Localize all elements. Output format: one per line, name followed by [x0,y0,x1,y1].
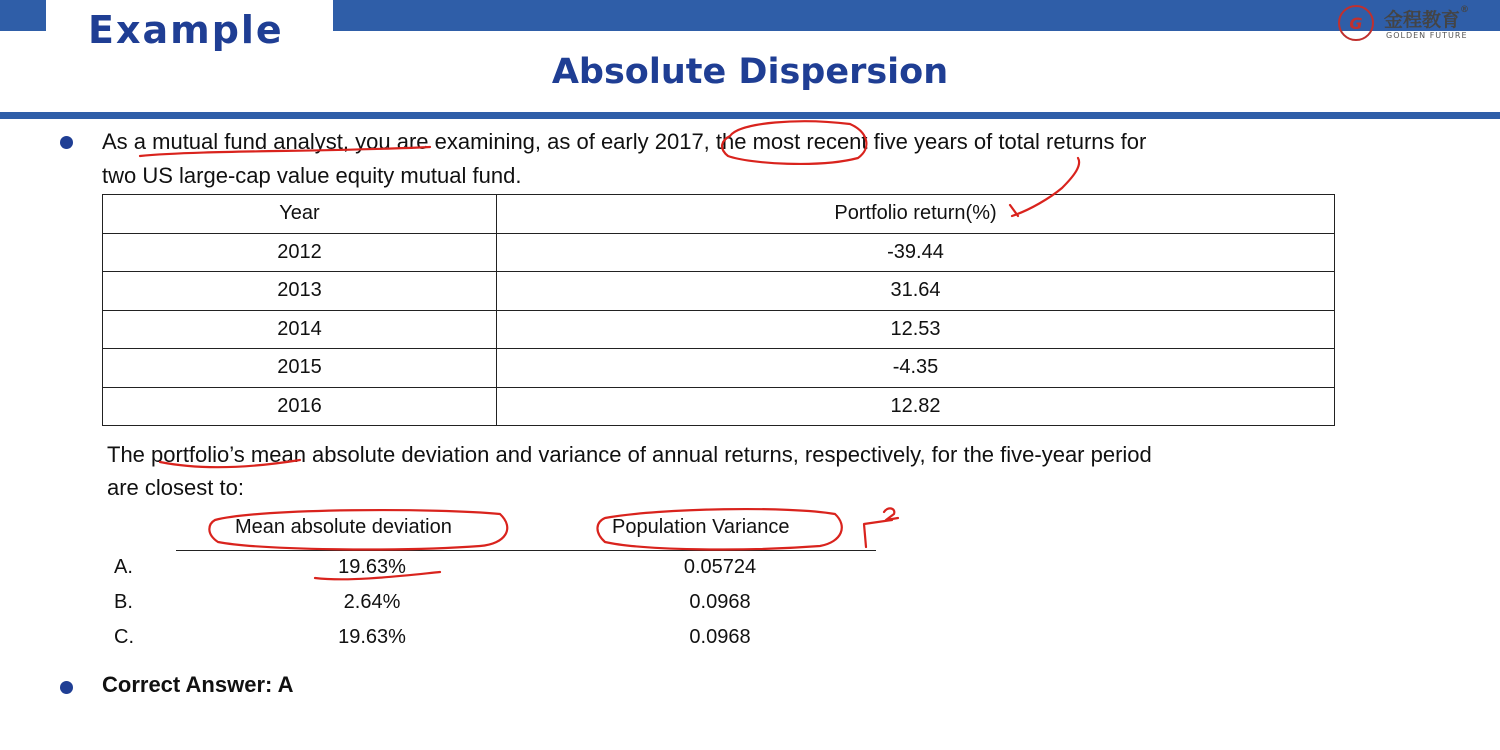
return-cell: 12.82 [497,387,1335,426]
logo-chinese-text: 金程教育 [1384,9,1461,31]
choice-label: A. [114,556,133,578]
choices-header-rule [176,550,876,551]
bullet-icon [60,681,73,694]
question-line-2: are closest to: [107,475,244,500]
mad-header: Mean absolute deviation [235,516,452,538]
year-cell: 2014 [103,310,497,349]
example-label: Example [88,8,284,52]
year-cell: 2012 [103,233,497,272]
table-row [103,233,1335,272]
choice-mad: 19.63% [338,626,406,648]
logo-english-text: GOLDEN FUTURE [1386,31,1468,40]
question-line-1: The portfolio’s mean absolute deviation and variance of annual returns, respectively, for the five-year period [107,442,1152,467]
golden-future-logo [1338,3,1478,45]
header-bar-right [333,0,1500,31]
table-row [103,349,1335,388]
choice-mad: 19.63% [338,556,406,578]
table-row [103,387,1335,426]
choice-mad: 2.64% [343,591,401,613]
choice-variance: 0.0968 [689,626,751,648]
correct-answer: Correct Answer: A [102,672,294,697]
intro-line-2: two US large-cap value equity mutual fund. [102,163,522,188]
choice-label: B. [114,591,133,613]
return-cell: 31.64 [497,272,1335,311]
return-header: Portfolio return(%) [497,195,1335,234]
title-divider [0,112,1500,119]
table-row [103,310,1335,349]
choice-variance: 0.05724 [683,556,757,578]
return-cell: -4.35 [497,349,1335,388]
registered-mark: ® [1460,5,1470,15]
intro-line-1: As a mutual fund analyst, you are examining, as of early 2017, the most recent five years of total returns for [102,129,1147,154]
year-cell: 2013 [103,272,497,311]
return-cell: -39.44 [497,233,1335,272]
year-cell: 2015 [103,349,497,388]
returns-table [102,194,1335,426]
answer-choices [100,510,890,660]
header-bar-left [0,0,46,31]
table-row [103,272,1335,311]
slide-title: Absolute Dispersion [551,52,949,92]
table-header-row [103,195,1335,234]
return-cell: 12.53 [497,310,1335,349]
year-cell: 2016 [103,387,497,426]
choice-label: C. [114,626,134,648]
variance-header: Population Variance [612,516,790,538]
bullet-icon [60,136,73,149]
logo-emblem-icon: G [1338,5,1374,41]
year-header: Year [103,195,497,234]
choice-variance: 0.0968 [689,591,751,613]
